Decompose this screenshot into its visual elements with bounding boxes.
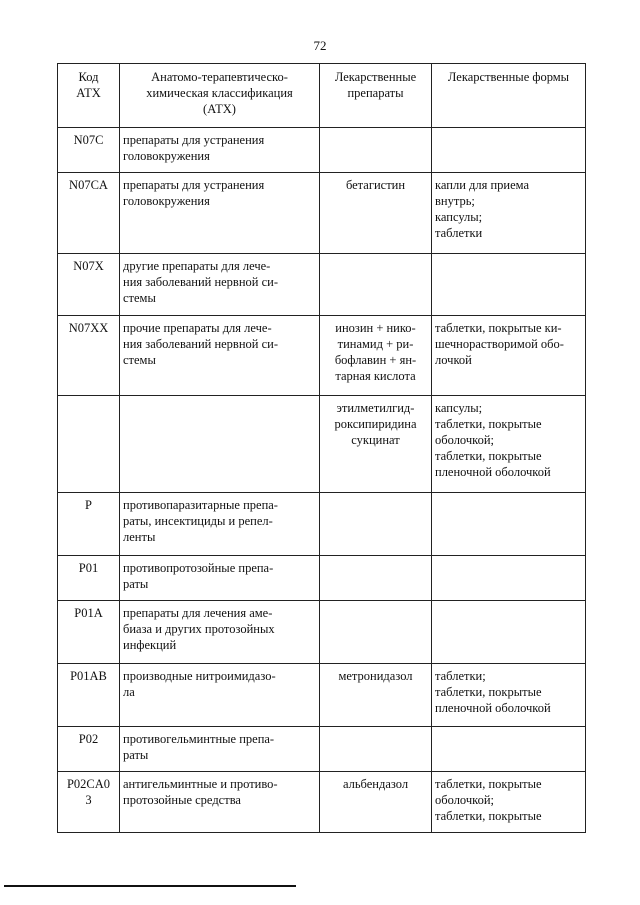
- row-drug: [320, 254, 432, 316]
- row-forms: таблетки, покрытые ки- шечнорастворимой обо- лочкой: [432, 316, 586, 396]
- row-drug: этилметилгид- роксипиридина сукцинат: [320, 396, 432, 493]
- row-forms: таблетки; таблетки, покрытые пленочной оболочкой: [432, 664, 586, 727]
- row-drug: [320, 727, 432, 772]
- table-row: [58, 601, 586, 664]
- row-drug: [320, 601, 432, 664]
- footnote-rule: [4, 885, 296, 887]
- table-row: [58, 128, 586, 173]
- row-forms: [432, 254, 586, 316]
- page-number: 72: [313, 38, 327, 53]
- row-forms: капли для приема внутрь; капсулы; таблетки: [432, 173, 586, 254]
- row-classification: противогельминтные препа- раты: [120, 727, 320, 772]
- row-code: N07XX: [58, 316, 120, 396]
- atx-table: [57, 63, 586, 833]
- row-drug: инозин + нико- тинамид + ри- бофлавин + ян- тарная кислота: [320, 316, 432, 396]
- row-code: N07C: [58, 128, 120, 173]
- table-row: [58, 493, 586, 556]
- row-drug: [320, 556, 432, 601]
- header-classification: Анатомо-терапевтическо- химическая классификация (АТХ): [120, 64, 320, 128]
- table-row: [58, 173, 586, 254]
- table-row: [58, 772, 586, 833]
- table-row: [58, 727, 586, 772]
- table-row: [58, 556, 586, 601]
- row-classification: противопротозойные препа- раты: [120, 556, 320, 601]
- row-code: N07CA: [58, 173, 120, 254]
- row-forms: [432, 128, 586, 173]
- row-drug: альбендазол: [320, 772, 432, 833]
- row-code: P01A: [58, 601, 120, 664]
- table-row: [58, 664, 586, 727]
- row-classification: антигельминтные и противо- протозойные средства: [120, 772, 320, 833]
- row-code: P: [58, 493, 120, 556]
- row-classification: прочие препараты для лече- ния заболеваний нервной си- стемы: [120, 316, 320, 396]
- row-drug: [320, 493, 432, 556]
- row-classification: производные нитроимидазо- ла: [120, 664, 320, 727]
- header-code: Код АТХ: [58, 64, 120, 128]
- row-classification: препараты для устранения головокружения: [120, 128, 320, 173]
- row-forms: [432, 556, 586, 601]
- row-classification: препараты для устранения головокружения: [120, 173, 320, 254]
- table-row: [58, 396, 586, 493]
- table-header-row: [58, 64, 586, 128]
- row-classification: другие препараты для лече- ния заболеваний нервной си- стемы: [120, 254, 320, 316]
- row-code: N07X: [58, 254, 120, 316]
- row-forms: [432, 601, 586, 664]
- row-forms: [432, 727, 586, 772]
- row-drug: метронидазол: [320, 664, 432, 727]
- row-code: P01: [58, 556, 120, 601]
- row-classification: препараты для лечения аме- биаза и других протозойных инфекций: [120, 601, 320, 664]
- row-code: [58, 396, 120, 493]
- row-drug: [320, 128, 432, 173]
- row-code: P01AB: [58, 664, 120, 727]
- row-code: P02: [58, 727, 120, 772]
- row-forms: [432, 493, 586, 556]
- row-code: P02CA0 3: [58, 772, 120, 833]
- header-drugs: Лекарственные препараты: [320, 64, 432, 128]
- row-drug: бетагистин: [320, 173, 432, 254]
- row-forms: таблетки, покрытые оболочкой; таблетки, покрытые: [432, 772, 586, 833]
- header-forms: Лекарственные формы: [432, 64, 586, 128]
- row-classification: противопаразитарные препа- раты, инсектициды и репел- ленты: [120, 493, 320, 556]
- table-row: [58, 316, 586, 396]
- row-forms: капсулы; таблетки, покрытые оболочкой; таблетки, покрытые пленочной оболочкой: [432, 396, 586, 493]
- row-classification: [120, 396, 320, 493]
- table-row: [58, 254, 586, 316]
